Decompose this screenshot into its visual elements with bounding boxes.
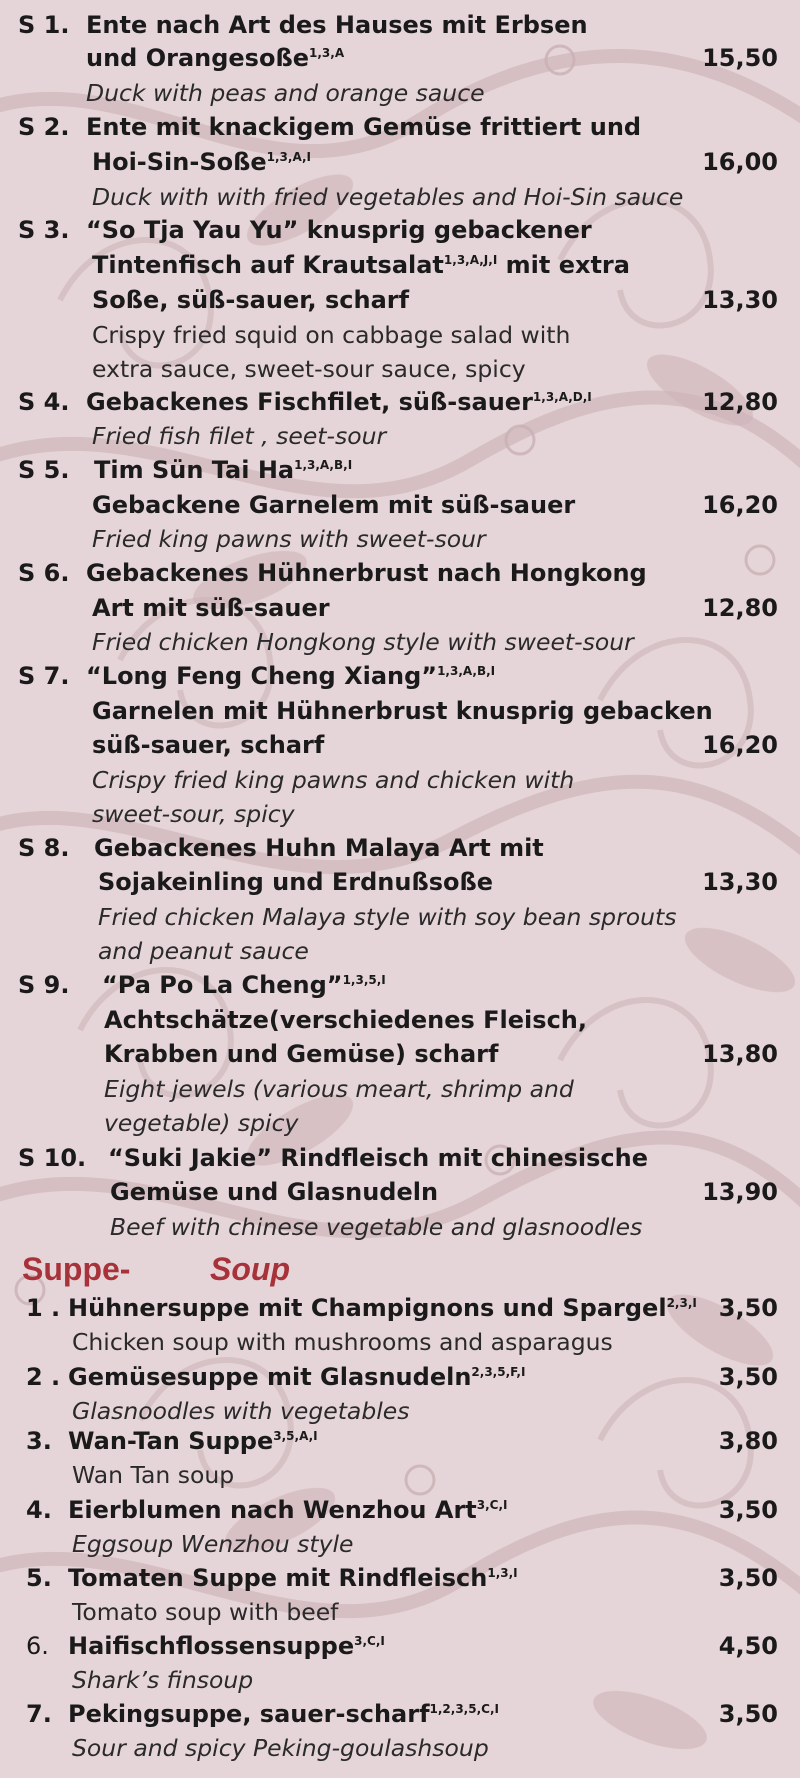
soup-english: Wan Tan soup — [72, 1461, 235, 1489]
soup-number: 2 . — [26, 1363, 61, 1391]
section-heading-en: Soup — [210, 1251, 290, 1287]
soup-name: Eierblumen nach Wenzhou Art$^{3,C,I}$ — [68, 1496, 508, 1524]
dish-number: S 3. — [18, 216, 70, 244]
soup-english: Glasnoodles with vegetables — [72, 1397, 410, 1425]
soup-name: Pekingsuppe, sauer-scharf$^{1,2,3,5,C,I}$ — [68, 1700, 499, 1728]
soup-name: Haifischflossensuppe$^{3,C,I}$ — [68, 1632, 385, 1660]
soup-number: 5. — [26, 1564, 52, 1592]
dish-number: S 1. — [18, 11, 70, 39]
dish-english-line2: extra sauce, sweet-sour sauce, spicy — [92, 355, 526, 383]
soup-name: Gemüsesuppe mit Glasnudeln$^{2,3,5,F,I}$ — [68, 1363, 526, 1391]
dish-number: S 8. — [18, 834, 70, 862]
soup-number: 1 . — [26, 1294, 61, 1322]
dish-name-line2: Achtschätze(verschiedenes Fleisch, — [104, 1006, 587, 1034]
dish-name: Gebackenes Fischfilet, süß-sauer$^{1,3,A,D,I}$ — [86, 388, 592, 416]
soup-number: 3. — [26, 1427, 52, 1455]
dish-price: 16,20 — [702, 491, 778, 519]
dish-price: 12,80 — [702, 388, 778, 416]
dish-name: Tim Sün Tai $Ha^{1,3,A,B,I}$ — [94, 456, 353, 484]
soup-english: Chicken soup with mushrooms and asparagus — [72, 1328, 613, 1356]
soup-number: 7. — [26, 1700, 52, 1728]
soup-price: 3,50 — [718, 1294, 778, 1322]
soup-name: Tomaten Suppe mit Rindfleisch$^{1,3,I}$ — [68, 1564, 518, 1592]
dish-english: Fried fish filet , seet-sour — [92, 422, 387, 450]
dish-price: 13,30 — [702, 868, 778, 896]
dish-price: 15,50 — [702, 44, 778, 72]
dish-name-line2: Garnelen mit Hühnerbrust knusprig gebacken — [92, 697, 713, 725]
dish-name-line2: Art mit süß-sauer — [92, 594, 330, 622]
dish-name-line2: Gebackene Garnelem mit süß-sauer — [92, 491, 576, 519]
soup-english: Sour and spicy Peking-goulashsoup — [72, 1734, 489, 1762]
dish-name: “Pa Po La Cheng”$^{1,3,5,I}$ — [102, 971, 386, 999]
dish-number: S 9. — [18, 971, 70, 999]
dish-english-line2: vegetable) spicy — [104, 1109, 299, 1137]
dish-name-line2: und Orangesoße$^{1,3,A}$ — [86, 44, 345, 72]
dish-number: S 10. — [18, 1144, 87, 1172]
dish-name: Gebackenes Hühnerbrust nach Hongkong — [86, 559, 647, 587]
soup-number: 6. — [26, 1632, 49, 1660]
dish-english: Fried chicken Malaya style with soy bean sprouts — [98, 903, 677, 931]
soup-english: Eggsoup Wenzhou style — [72, 1530, 354, 1558]
dish-number: S 7. — [18, 662, 70, 690]
dish-number: S 2. — [18, 113, 70, 141]
dish-price: 13,30 — [702, 286, 778, 314]
dish-number: S 6. — [18, 559, 70, 587]
dish-number: S 4. — [18, 388, 70, 416]
dish-name: Gebackenes Huhn Malaya Art mit — [94, 834, 544, 862]
dish-price: 13,80 — [702, 1040, 778, 1068]
dish-price: 16,00 — [702, 148, 778, 176]
soup-english: Tomato soup with beef — [72, 1598, 339, 1626]
soup-name: Hühnersuppe mit Champignons und Spargel$^{2,3,I}$ — [68, 1294, 697, 1322]
soup-english: Shark’s finsoup — [72, 1666, 254, 1694]
dish-english: Crispy fried squid on cabbage salad with — [92, 321, 571, 349]
dish-name-line2: Gemüse und Glasnudeln — [110, 1178, 439, 1206]
section-heading-de: Suppe- — [22, 1251, 131, 1287]
dish-name-line2: Sojakeinling und Erdnußsoße — [98, 868, 494, 896]
soup-price: 4,50 — [718, 1632, 778, 1660]
dish-price: 16,20 — [702, 731, 778, 759]
soup-name: Wan-Tan Suppe$^{3,5,A,I}$ — [68, 1427, 318, 1455]
dish-price: 13,90 — [702, 1178, 778, 1206]
dish-name: Ente mit knackigem Gemüse frittiert und — [86, 113, 642, 141]
soup-price: 3,50 — [718, 1496, 778, 1524]
dish-english-line2: sweet-sour, spicy — [92, 800, 295, 828]
dish-name-line3: süß-sauer, scharf — [92, 731, 325, 759]
dish-name-line2: Tintenfisch auf Krautsalat$^{1,3,A,J,I}$ mit extra — [92, 251, 630, 279]
soup-price: 3,50 — [718, 1564, 778, 1592]
dish-name-line3: Krabben und Gemüse) scharf — [104, 1040, 499, 1068]
dish-number: S 5. — [18, 456, 70, 484]
dish-english: Crispy fried king pawns and chicken with — [92, 766, 575, 794]
dish-english: Fried chicken Hongkong style with sweet-sour — [92, 628, 634, 656]
soup-price: 3,80 — [718, 1427, 778, 1455]
soup-number: 4. — [26, 1496, 52, 1524]
dish-english: Eight jewels (various meart, shrimp and — [104, 1075, 574, 1103]
dish-name: “Suki Jakie” Rindfleisch mit chinesische — [108, 1144, 648, 1172]
dish-english: Duck with peas and orange sauce — [86, 79, 485, 107]
dish-english: Duck with with fried vegetables and Hoi-Sin sauce — [92, 183, 684, 211]
soup-price: 3,50 — [718, 1363, 778, 1391]
dish-english-line2: and peanut sauce — [98, 937, 309, 965]
dish-name: “Long Feng Cheng Xiang”$^{1,3,A,B,I}$ — [86, 662, 496, 690]
dish-name: “So Tja Yau Yu” knusprig gebackener — [86, 216, 592, 244]
dish-name-line2: Hoi-Sin-Soße$^{1,3,A,I}$ — [92, 148, 311, 176]
dish-price: 12,80 — [702, 594, 778, 622]
dish-english: Fried king pawns with sweet-sour — [92, 525, 486, 553]
dish-english: Beef with chinese vegetable and glasnoodles — [110, 1213, 643, 1241]
soup-price: 3,50 — [718, 1700, 778, 1728]
dish-name: Ente nach Art des Hauses mit Erbsen — [86, 11, 588, 39]
dish-name-line3: Soße, süß-sauer, scharf — [92, 286, 410, 314]
